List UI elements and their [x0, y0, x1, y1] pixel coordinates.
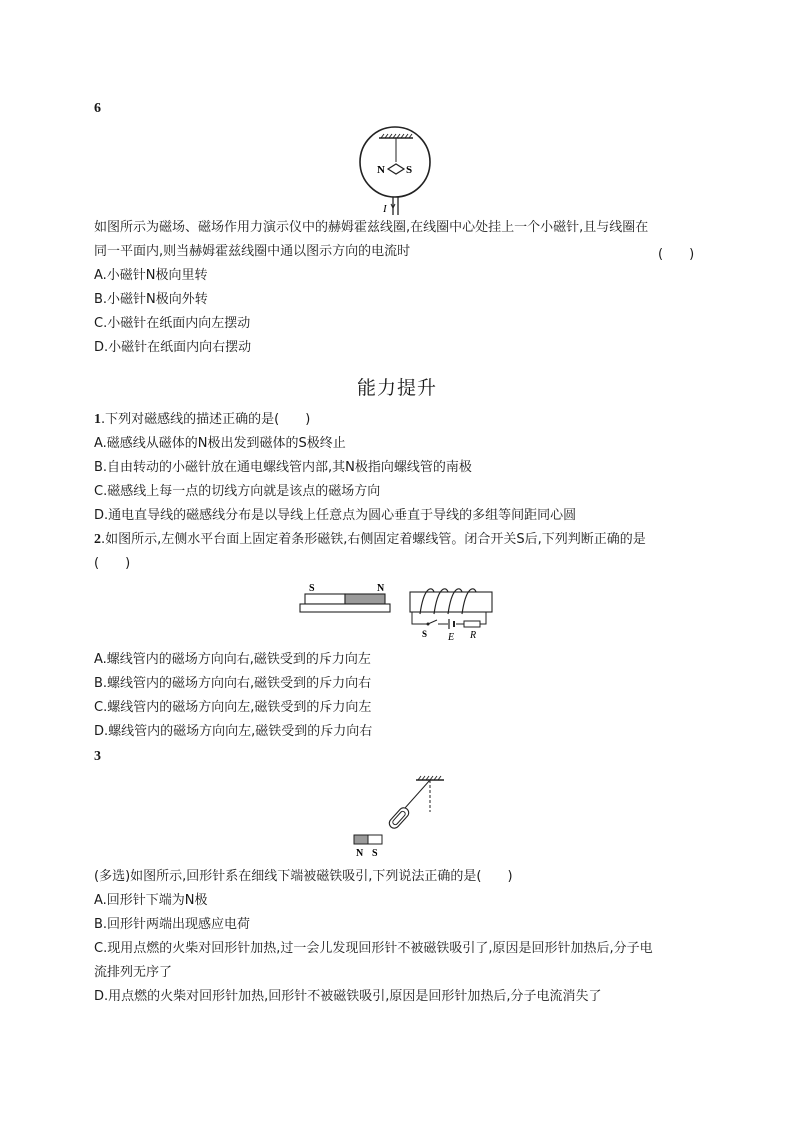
needle-s-label: S	[406, 164, 413, 176]
question-1-stem-row	[94, 411, 310, 429]
question-2-option-b: B.螺线管内的磁场方向向右,磁铁受到的斥力向右	[94, 676, 372, 691]
question-6-number: 6	[94, 101, 101, 116]
magnet-s-label: S	[309, 583, 315, 594]
question-3-option-a: A.回形针下端为N极	[94, 893, 208, 908]
question-6-stem-line-2: 同一平面内,则当赫姆霍兹线圈中通以图示方向的电流时	[94, 244, 411, 259]
resistor	[464, 621, 480, 627]
magnet-s-half	[305, 594, 345, 604]
question-6-stem-line-1: 如图所示为磁场、磁场作用力演示仪中的赫姆霍兹线圈,在线圈中心处挂上一个小磁针,且与线圈在	[94, 220, 649, 235]
helmholtz-coil-figure	[355, 120, 445, 215]
question-2-stem-line-2: ( )	[94, 556, 131, 571]
question-2-option-a: A.螺线管内的磁场方向向右,磁铁受到的斥力向左	[94, 652, 371, 667]
paperclip-figure	[348, 772, 448, 858]
switch-label: S	[422, 629, 428, 639]
question-3-option-c-line-2: 流排列无序了	[94, 965, 173, 980]
question-1-option-a: A.磁感线从磁体的N极出发到磁体的S极终止	[94, 436, 346, 451]
question-2-option-d: D.螺线管内的磁场方向向左,磁铁受到的斥力向右	[94, 724, 373, 739]
question-3-option-d: D.用点燃的火柴对回形针加热,回形针不被磁铁吸引,原因是回形针加热后,分子电流消失了	[94, 989, 602, 1004]
question-3-stem: (多选)如图所示,回形针系在细线下端被磁铁吸引,下列说法正确的是( )	[94, 869, 513, 884]
question-2-stem-row	[94, 531, 646, 549]
question-1-stem: .下列对磁感线的描述正确的是( )	[101, 412, 311, 427]
resistor-label: R	[470, 630, 477, 641]
question-3-option-b: B.回形针两端出现感应电荷	[94, 917, 251, 932]
question-1-number: 1	[94, 412, 101, 427]
question-6-option-d: D.小磁针在纸面内向右摆动	[94, 340, 252, 355]
magnet-and-solenoid-figure	[298, 580, 498, 644]
question-2-stem-line-1: .如图所示,左侧水平台面上固定着条形磁铁,右侧固定着螺线管。闭合开关S后,下列判断正确的是	[101, 532, 646, 547]
magnet-s-label: S	[372, 848, 378, 858]
question-1-option-d: D.通电直导线的磁感线分布是以导线上任意点为圆心垂直于导线的多组等间距同心圆	[94, 508, 577, 523]
question-6-answer-paren: ( )	[658, 247, 695, 262]
left-table	[300, 604, 390, 612]
question-6-option-c: C.小磁针在纸面内向左摆动	[94, 316, 251, 331]
question-3-number: 3	[94, 749, 101, 764]
magnet-n-block	[354, 835, 368, 844]
compass-needle	[388, 164, 404, 174]
magnet-n-label: N	[377, 583, 385, 594]
current-label: I	[383, 203, 387, 215]
magnet-n-label: N	[356, 848, 364, 858]
needle-n-label: N	[377, 164, 385, 176]
question-2-number: 2	[94, 532, 101, 547]
magnet-n-half	[345, 594, 385, 604]
paperclip	[387, 806, 410, 831]
thread	[405, 780, 430, 808]
question-6-option-b: B.小磁针N极向外转	[94, 292, 208, 307]
switch-blade	[428, 620, 437, 624]
question-3-option-c-line-1: C.现用点燃的火柴对回形针加热,过一会儿发现回形针不被磁铁吸引了,原因是回形针加热后,分子电	[94, 941, 653, 956]
question-1-option-b: B.自由转动的小磁针放在通电螺线管内部,其N极指向螺线管的南极	[94, 460, 472, 475]
magnet-s-block	[368, 835, 382, 844]
question-6-option-a: A.小磁针N极向里转	[94, 268, 208, 283]
question-1-option-c: C.磁感线上每一点的切线方向就是该点的磁场方向	[94, 484, 381, 499]
question-2-option-c: C.螺线管内的磁场方向向左,磁铁受到的斥力向左	[94, 700, 372, 715]
section-title: 能力提升	[356, 377, 437, 399]
battery-label: E	[448, 632, 455, 643]
